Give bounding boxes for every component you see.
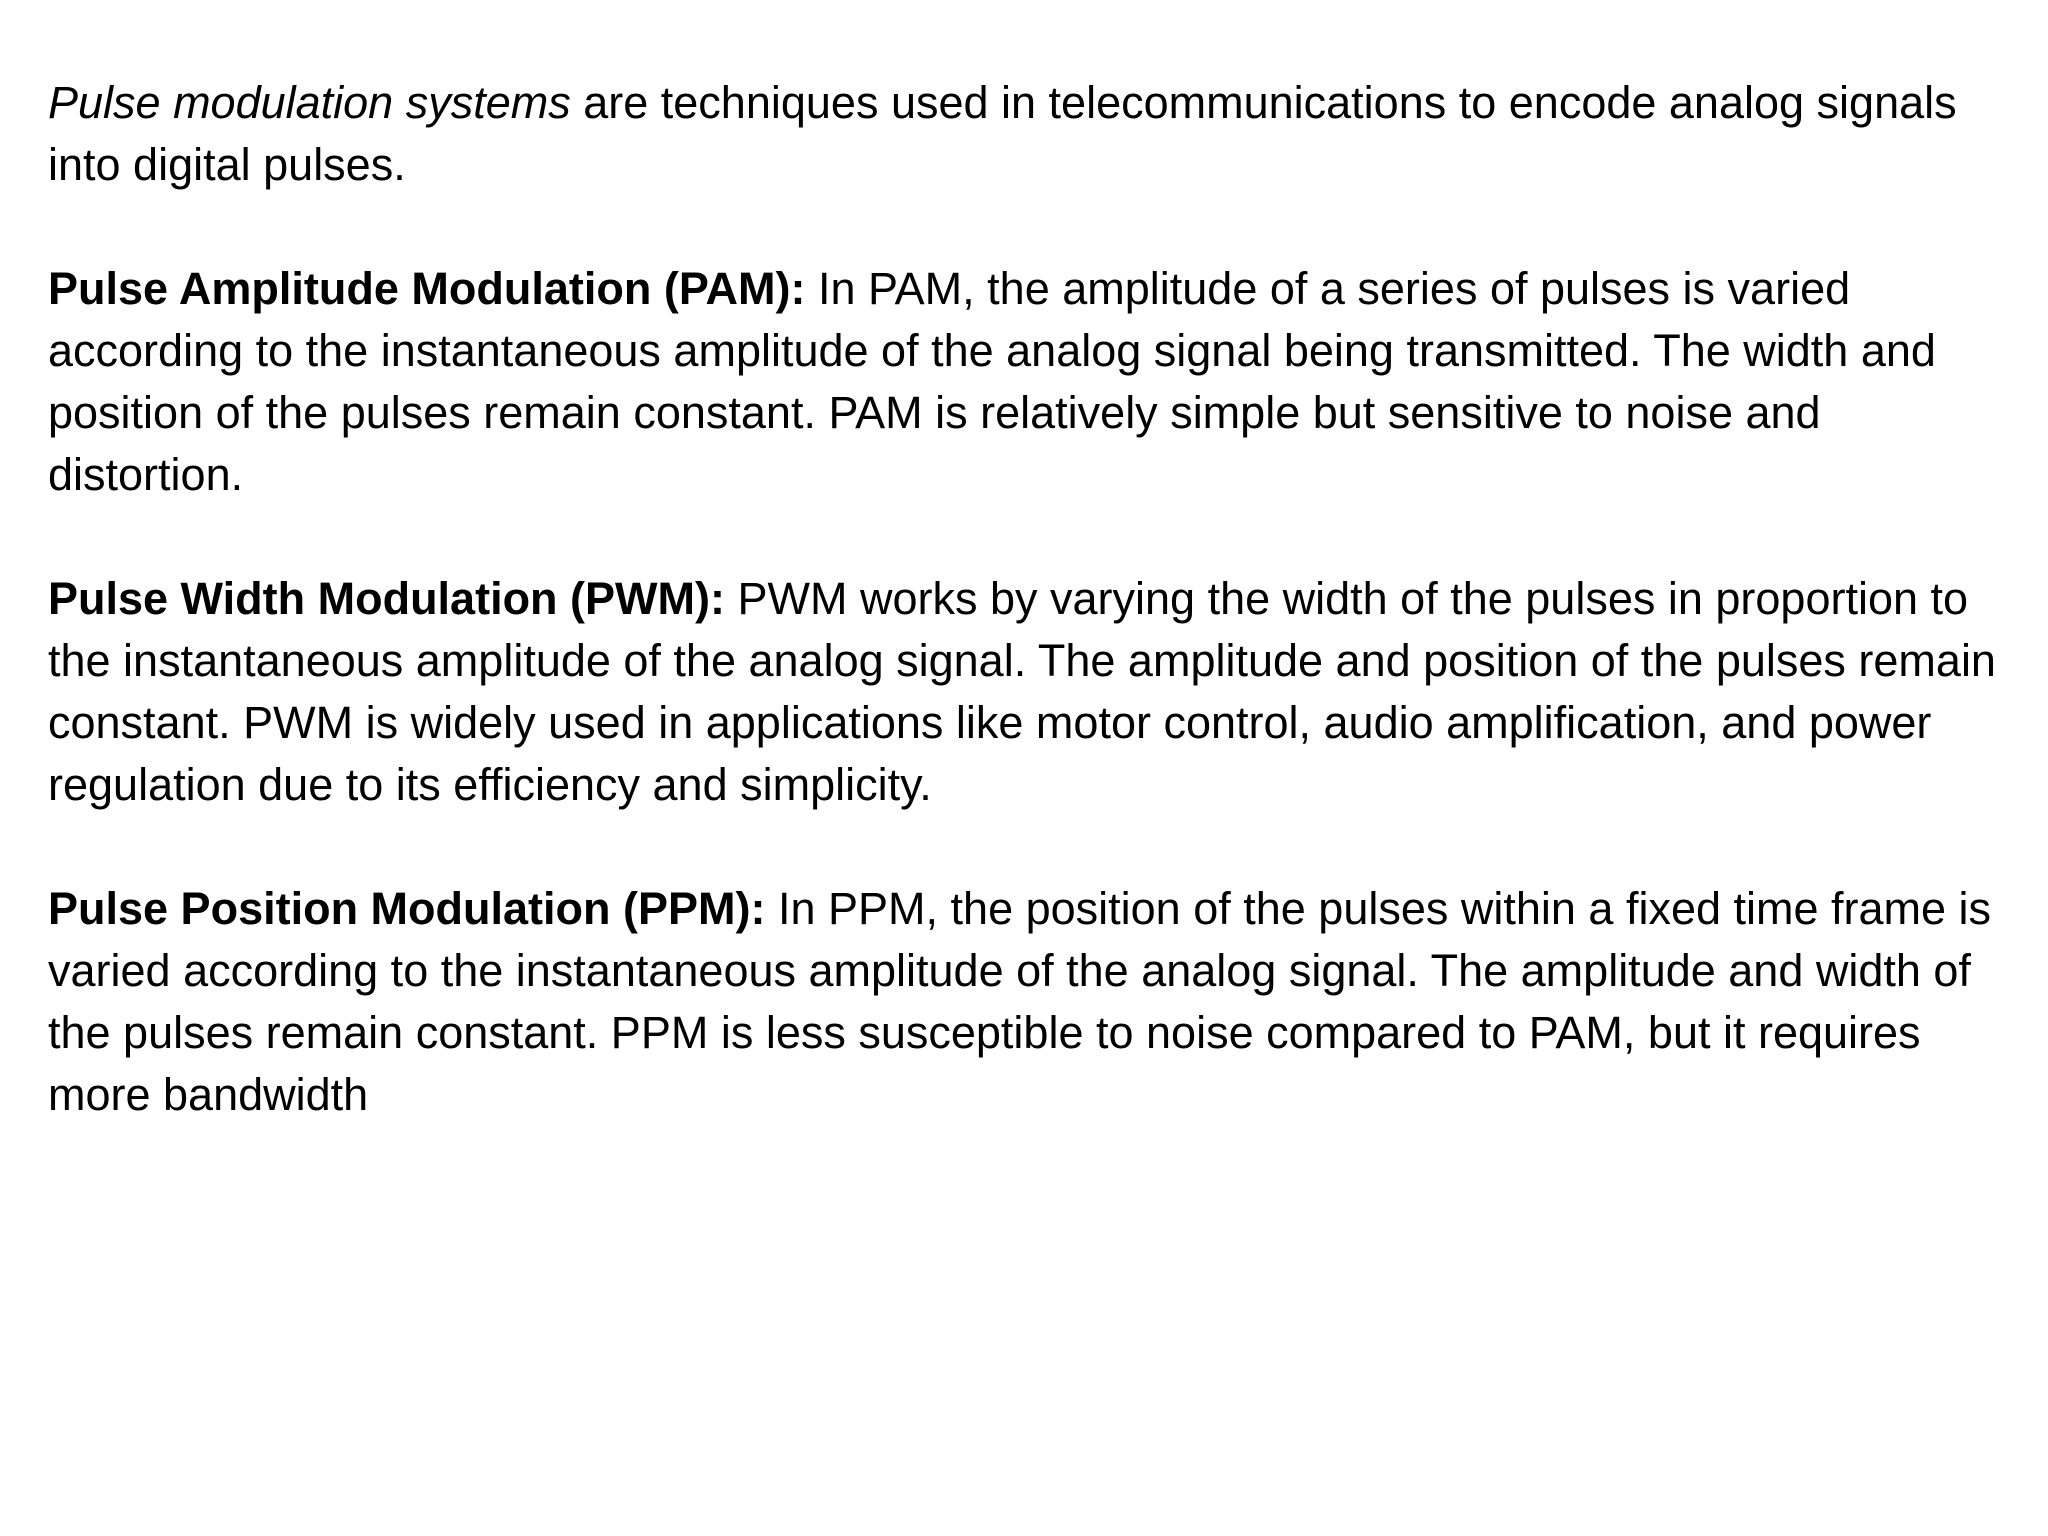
pwm-paragraph: [48, 568, 2008, 816]
intro-term: Pulse modulation systems: [48, 77, 571, 128]
pwm-text: PWM works by varying the width of the pulses in proportion to the instantaneous amplitude of the analog signal. The amplitude and position of the pulses remain constant. PWM is widely used in applications like motor control, audio amplification, and power regulation due to its efficiency and simplicity.: [48, 573, 1996, 810]
ppm-text: In PPM, the position of the pulses within a fixed time frame is varied according to the instantaneous amplitude of the analog signal. The amplitude and width of the pulses remain constant. PPM is less susceptible to noise compared to PAM, but it requires more bandwidth: [48, 883, 1992, 1120]
pwm-heading: Pulse Width Modulation (PWM):: [48, 573, 725, 624]
pam-text: In PAM, the amplitude of a series of pulses is varied according to the instantaneous amplitude of the analog signal being transmitted. The width and position of the pulses remain constant. PAM is relatively simple but sensitive to noise and distortion.: [48, 263, 1936, 500]
pam-paragraph: [48, 258, 2008, 506]
ppm-paragraph: [48, 878, 2008, 1126]
ppm-heading: Pulse Position Modulation (PPM):: [48, 883, 766, 934]
intro-paragraph: [48, 72, 2008, 196]
pam-heading: Pulse Amplitude Modulation (PAM):: [48, 263, 806, 314]
intro-text: are techniques used in telecommunications to encode analog signals into digital pulses.: [48, 77, 1957, 190]
